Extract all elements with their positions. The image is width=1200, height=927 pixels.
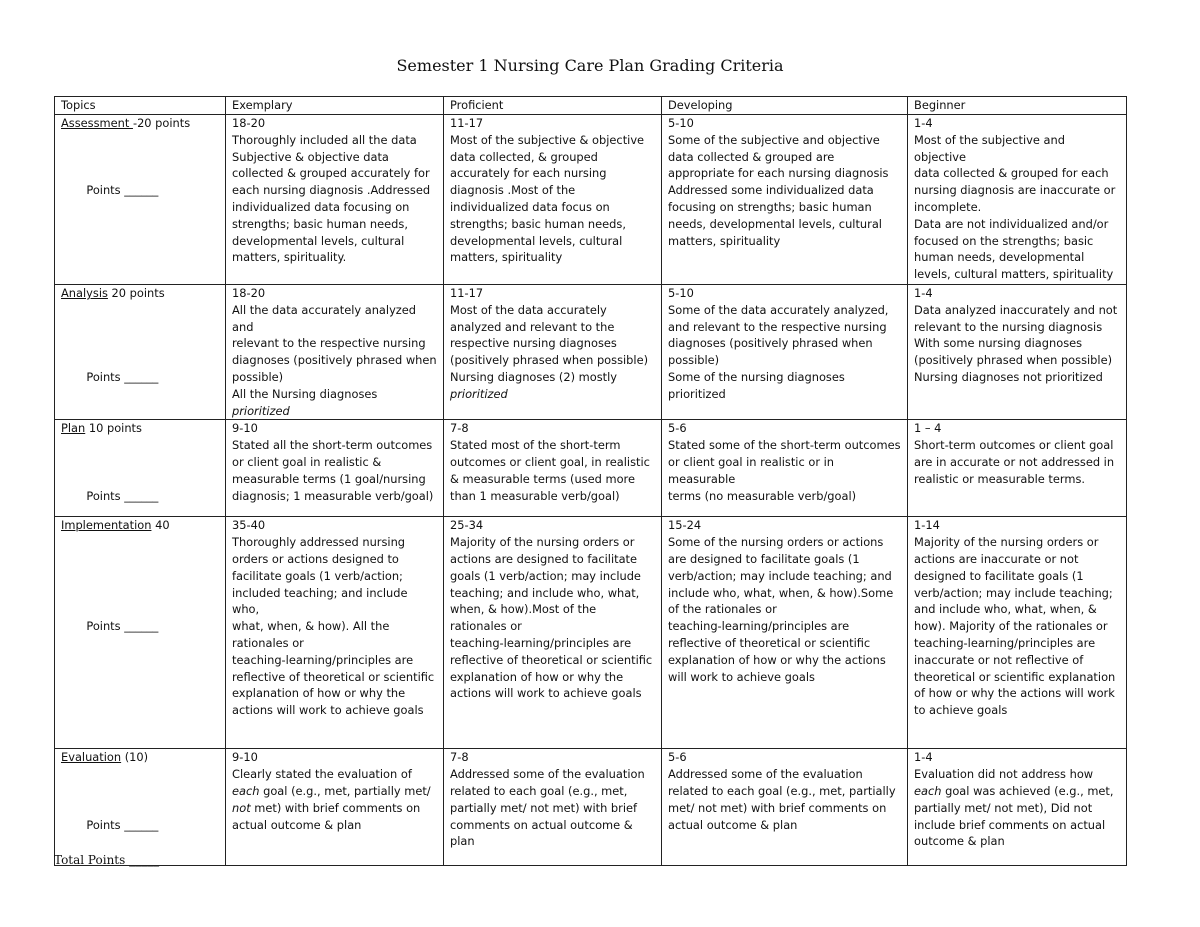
criteria-cell-exemplary (226, 420, 444, 517)
criteria-line: matters, spirituality. (232, 250, 347, 265)
criteria-line: prioritized (668, 386, 726, 401)
criteria-line: teaching-learning/principles are (668, 619, 850, 634)
topic-cell (55, 749, 226, 866)
criteria-line: respective nursing diagnoses (450, 336, 617, 351)
criteria-line: partially met/ not met), Did not (914, 800, 1093, 815)
criteria-line: focusing on strengths; basic human (668, 199, 872, 214)
score-range: 18-20 (232, 116, 266, 130)
criteria-line: data collected, & grouped (450, 149, 598, 164)
criteria-line: actual outcome & plan (668, 817, 798, 832)
criteria-line: of the rationales or (668, 602, 777, 617)
criteria-cell-proficient (444, 517, 662, 749)
header-developing: Developing (662, 97, 908, 115)
criteria-line: include brief comments on actual (914, 817, 1106, 832)
criteria-line: verb/action; may include teaching; (914, 585, 1113, 600)
topic-heading (61, 115, 219, 132)
criteria-line: possible) (668, 353, 720, 368)
criteria-line: actions are inaccurate or not (914, 551, 1079, 566)
criteria-cell-developing (662, 420, 908, 517)
criteria-line: prioritized (450, 386, 508, 401)
criteria-line: individualized data focusing on (232, 199, 410, 214)
criteria-line: Subjective & objective data (232, 149, 389, 164)
criteria-line: verb/action; may include teaching; and (668, 568, 892, 583)
criteria-line: teaching-learning/principles are (450, 635, 632, 650)
criteria-line: theoretical or scientific explanation (914, 669, 1116, 684)
criteria-cell-developing (662, 749, 908, 866)
topic-points-label: -20 points (132, 116, 191, 130)
criteria-line: each goal (e.g., met, partially met/ (232, 783, 431, 798)
table-row (55, 749, 1127, 866)
topic-name: Evaluation (61, 750, 122, 765)
topic-cell (55, 517, 226, 749)
criteria-line: diagnoses (positively phrased when (232, 353, 437, 368)
criteria-line: and include who, what, when, & (914, 602, 1097, 617)
criteria-cell-exemplary (226, 115, 444, 285)
criteria-line: explanation of how or why the (450, 669, 624, 684)
criteria-line: include who, what, when, & how).Some (668, 585, 894, 600)
criteria-line: Stated some of the short-term outcomes (668, 438, 901, 453)
criteria-line: incomplete. (914, 199, 982, 214)
score-range: 1-4 (914, 286, 933, 300)
criteria-line: to achieve goals (914, 703, 1008, 718)
points-blank[interactable]: Points ______ (86, 817, 159, 832)
criteria-line: strengths; basic human needs, (232, 216, 408, 231)
score-range: 5-10 (668, 116, 694, 130)
topic-points-label: (10) (121, 750, 149, 765)
header-topics: Topics (55, 97, 226, 115)
criteria-cell-beginner (908, 749, 1127, 866)
criteria-cell-proficient (444, 749, 662, 866)
criteria-line: of how or why the actions will work (914, 686, 1115, 701)
score-range: 7-8 (450, 421, 469, 436)
criteria-line: will work to achieve goals (668, 669, 815, 684)
criteria-line: plan (450, 834, 475, 849)
criteria-line: are designed to facilitate goals (1 (668, 551, 860, 566)
criteria-line: Addressed some of the evaluation (450, 767, 645, 782)
criteria-line: or client goal in realistic & (232, 454, 382, 469)
score-range: 11-17 (450, 116, 484, 130)
criteria-line: goals (1 verb/action; may include (450, 568, 641, 583)
criteria-cell-developing (662, 517, 908, 749)
score-range: 1-4 (914, 750, 933, 765)
criteria-cell-exemplary (226, 517, 444, 749)
score-range: 35-40 (232, 518, 266, 533)
document-title: Semester 1 Nursing Care Plan Grading Criteria (396, 56, 784, 75)
total-points-line: Total Points _____ (54, 853, 160, 867)
score-range: 5-6 (668, 421, 687, 436)
score-range: 18-20 (232, 286, 266, 300)
criteria-line: explanation of how or why the (232, 686, 406, 701)
criteria-line: nursing diagnosis are inaccurate or (914, 183, 1116, 198)
criteria-line: All the Nursing diagnoses prioritized (232, 386, 378, 418)
criteria-cell-proficient (444, 420, 662, 517)
criteria-cell-beginner (908, 285, 1127, 420)
topic-name: Analysis (61, 286, 108, 300)
criteria-line: reflective of theoretical or scientific (668, 635, 871, 650)
score-range: 25-34 (450, 518, 484, 533)
score-range: 9-10 (232, 421, 258, 436)
score-range: 1 – 4 (914, 421, 942, 436)
criteria-line: Some of the nursing diagnoses (668, 369, 845, 384)
criteria-cell-beginner (908, 420, 1127, 517)
criteria-line: actions will work to achieve goals (450, 686, 642, 701)
criteria-line: measurable terms (1 goal/nursing (232, 471, 426, 486)
criteria-line: how). Majority of the rationales or (914, 619, 1108, 634)
criteria-line: rationales or (450, 619, 522, 634)
criteria-line: matters, spirituality (450, 250, 563, 265)
criteria-line: comments on actual outcome & (450, 817, 633, 832)
criteria-line: actual outcome & plan (232, 817, 362, 832)
criteria-line: related to each goal (e.g., met, (450, 783, 628, 798)
criteria-line: data collected & grouped are (668, 149, 835, 164)
score-range: 5-6 (668, 750, 687, 765)
criteria-line: Thoroughly addressed nursing (232, 535, 406, 550)
criteria-cell-developing (662, 285, 908, 420)
criteria-line: accurately for each nursing (450, 166, 607, 181)
header-proficient: Proficient (444, 97, 662, 115)
criteria-line: possible) (232, 369, 284, 384)
criteria-line: developmental levels, cultural (450, 233, 623, 248)
criteria-line: Some of the data accurately analyzed, (668, 302, 889, 317)
criteria-cell-beginner (908, 115, 1127, 285)
criteria-line: explanation of how or why the actions (668, 652, 886, 667)
criteria-line: and relevant to the respective nursing (668, 319, 887, 334)
criteria-line: human needs, developmental (914, 250, 1085, 265)
criteria-line: diagnosis; 1 measurable verb/goal) (232, 488, 434, 503)
topic-points-label: 20 points (107, 286, 165, 300)
criteria-line: actions are designed to facilitate (450, 551, 638, 566)
criteria-line: designed to facilitate goals (1 (914, 568, 1084, 583)
criteria-line: outcome & plan (914, 834, 1005, 849)
table-row (55, 517, 1127, 749)
criteria-line: With some nursing diagnoses (914, 336, 1083, 351)
header-row (55, 97, 1127, 115)
criteria-line: orders or actions designed to (232, 551, 399, 566)
criteria-line: diagnoses (positively phrased when (668, 336, 873, 351)
criteria-line: & measurable terms (used more (450, 471, 635, 486)
criteria-line: facilitate goals (1 verb/action; (232, 568, 403, 583)
points-blank[interactable]: Points ______ (86, 183, 159, 198)
criteria-line: focused on the strengths; basic (914, 233, 1094, 248)
topic-name: Plan (61, 421, 86, 436)
topic-name: Assessment (61, 116, 133, 130)
criteria-line: Nursing diagnoses (2) mostly (450, 369, 618, 384)
criteria-cell-developing (662, 115, 908, 285)
grading-rubric-table (54, 96, 1127, 866)
criteria-line: Clearly stated the evaluation of (232, 767, 412, 782)
criteria-line: Nursing diagnoses not prioritized (914, 369, 1103, 384)
header-beginner: Beginner (908, 97, 1127, 115)
criteria-line: strengths; basic human needs, (450, 216, 626, 231)
criteria-line: Addressed some of the evaluation (668, 767, 863, 782)
criteria-line: or client goal in realistic or in measurable (668, 454, 835, 486)
criteria-line: not met) with brief comments on (232, 800, 421, 815)
criteria-line: Thoroughly included all the data (232, 132, 417, 147)
criteria-line: inaccurate or not reflective of (914, 652, 1084, 667)
criteria-line: relevant to the nursing diagnosis (914, 319, 1103, 334)
criteria-line: than 1 measurable verb/goal) (450, 488, 620, 503)
criteria-line: Addressed some individualized data (668, 183, 874, 198)
criteria-line: Most of the subjective and objective (914, 132, 1065, 164)
criteria-line: developmental levels, cultural (232, 233, 405, 248)
criteria-line: data collected & grouped for each (914, 166, 1109, 181)
criteria-line: levels, cultural matters, spirituality (914, 267, 1114, 282)
criteria-line: teaching-learning/principles are (232, 652, 414, 667)
criteria-line: Short-term outcomes or client goal (914, 438, 1114, 453)
criteria-line: Evaluation did not address how (914, 767, 1094, 782)
criteria-line: All the data accurately analyzed and (232, 302, 417, 334)
table-row (55, 115, 1127, 285)
criteria-line: reflective of theoretical or scientific (232, 669, 435, 684)
table-row (55, 420, 1127, 517)
topic-name: Implementation (61, 518, 152, 533)
topic-cell (55, 115, 226, 285)
criteria-line: Some of the nursing orders or actions (668, 535, 884, 550)
criteria-line: realistic or measurable terms. (914, 471, 1086, 486)
criteria-line: teaching-learning/principles are (914, 635, 1096, 650)
criteria-line: reflective of theoretical or scientific (450, 652, 653, 667)
criteria-line: related to each goal (e.g., met, partially (668, 783, 896, 798)
criteria-cell-proficient (444, 285, 662, 420)
score-range: 7-8 (450, 750, 469, 765)
topic-points-label: 10 points (85, 421, 142, 436)
score-range: 11-17 (450, 286, 484, 300)
criteria-line: Most of the data accurately (450, 302, 607, 317)
topic-heading (61, 285, 219, 302)
criteria-cell-proficient (444, 115, 662, 285)
criteria-cell-exemplary (226, 285, 444, 420)
criteria-line: each nursing diagnosis .Addressed (232, 183, 431, 198)
criteria-line: are in accurate or not addressed in (914, 454, 1115, 469)
header-exemplary: Exemplary (226, 97, 444, 115)
criteria-line: (positively phrased when possible) (450, 353, 649, 368)
score-range: 1-4 (914, 116, 933, 130)
criteria-line: partially met/ not met) with brief (450, 800, 638, 815)
criteria-line: what, when, & how). All the (232, 619, 390, 634)
score-range: 5-10 (668, 286, 694, 300)
points-blank[interactable]: Points ______ (86, 369, 159, 384)
criteria-line: Stated most of the short-term (450, 438, 621, 453)
criteria-line: Some of the subjective and objective (668, 132, 880, 147)
criteria-line: analyzed and relevant to the (450, 319, 615, 334)
criteria-line: diagnosis .Most of the (450, 183, 576, 198)
topic-cell (55, 420, 226, 517)
criteria-cell-beginner (908, 517, 1127, 749)
criteria-line: (positively phrased when possible) (914, 353, 1113, 368)
topic-heading (61, 517, 219, 534)
criteria-line: individualized data focus on (450, 199, 610, 214)
criteria-line: met/ not met) with brief comments on (668, 800, 887, 815)
criteria-line: Majority of the nursing orders or (914, 535, 1099, 550)
criteria-line: outcomes or client goal, in realistic (450, 454, 650, 469)
criteria-line: matters, spirituality (668, 233, 781, 248)
criteria-line: rationales or (232, 635, 304, 650)
topic-cell (55, 285, 226, 420)
criteria-line: needs, developmental levels, cultural (668, 216, 882, 231)
criteria-line: Most of the subjective & objective (450, 132, 645, 147)
score-range: 1-14 (914, 518, 940, 533)
points-blank[interactable]: Points ______ (86, 488, 159, 503)
criteria-line: appropriate for each nursing diagnosis (668, 166, 889, 181)
criteria-line: included teaching; and include who, (232, 585, 408, 617)
topic-heading (61, 749, 219, 766)
criteria-line: when, & how).Most of the (450, 602, 597, 617)
criteria-line: Stated all the short-term outcomes (232, 438, 433, 453)
criteria-line: Data analyzed inaccurately and not (914, 302, 1118, 317)
score-range: 9-10 (232, 750, 258, 765)
criteria-line: collected & grouped accurately for (232, 166, 430, 181)
topic-heading (61, 420, 219, 437)
topic-points-label: 40 (151, 518, 170, 533)
criteria-cell-exemplary (226, 749, 444, 866)
criteria-line: each goal was achieved (e.g., met, (914, 783, 1114, 798)
criteria-line: terms (no measurable verb/goal) (668, 488, 857, 503)
table-row (55, 285, 1127, 420)
criteria-line: Majority of the nursing orders or (450, 535, 635, 550)
criteria-line: actions will work to achieve goals (232, 703, 424, 718)
points-blank[interactable]: Points ______ (86, 619, 159, 634)
criteria-line: teaching; and include who, what, (450, 585, 640, 600)
score-range: 15-24 (668, 518, 702, 533)
criteria-line: relevant to the respective nursing (232, 336, 426, 351)
criteria-line: Data are not individualized and/or (914, 216, 1109, 231)
